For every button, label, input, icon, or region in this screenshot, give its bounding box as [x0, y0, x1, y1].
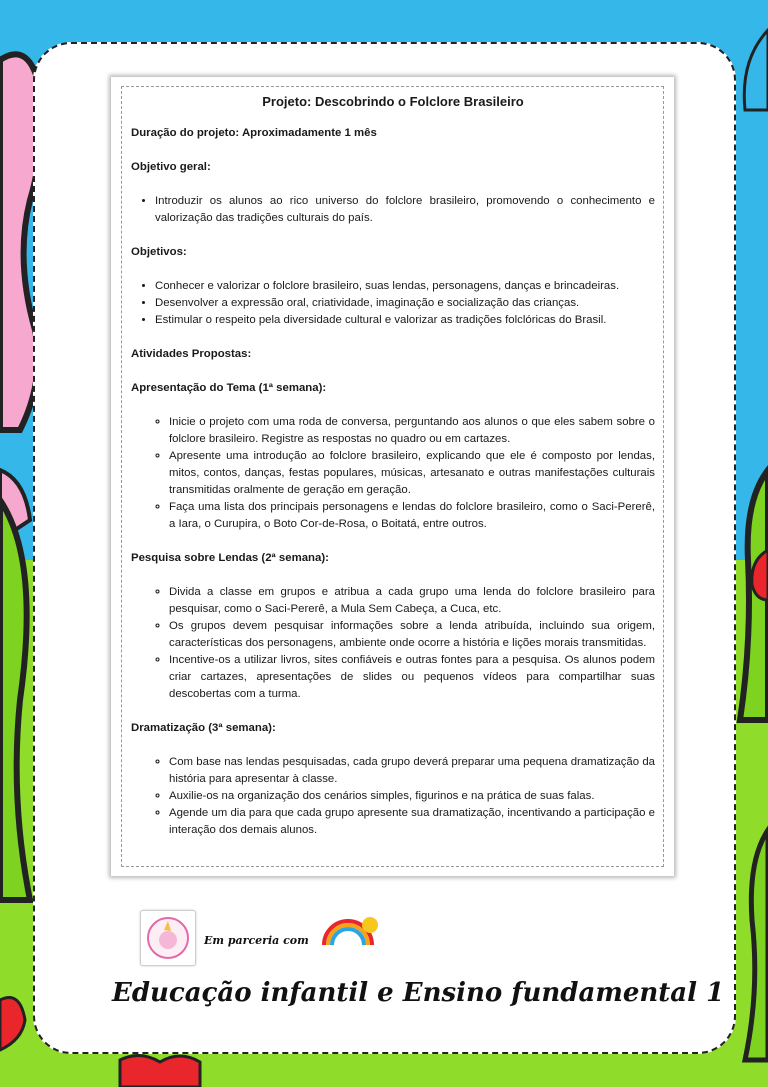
section-list: [131, 414, 655, 533]
list-item: ◦ Inicie o projeto com uma roda de conversa, perguntando aos alunos o que eles sabem sobre o folclore brasileiro. Registre as respostas no quadro ou em cartazes.: [169, 414, 655, 448]
general-objective-heading: Objetivo geral:: [131, 161, 211, 173]
document-body: [121, 86, 664, 867]
list-item: • Introduzir os alunos ao rico universo do folclore brasileiro, promovendo o conhecimento e valorização das tradições culturais do país.: [155, 193, 655, 227]
activities-heading: Atividades Propostas:: [131, 348, 252, 360]
project-document: [111, 77, 674, 876]
list-item: • Desenvolver a expressão oral, criatividade, imaginação e socialização das crianças.: [155, 295, 655, 312]
list-item: ◦ Incentive-os a utilizar livros, sites confiáveis e outras fontes para a pesquisa. Os alunos podem criar cartazes, apresentações de slides ou pequenos vídeos para compartilhar suas descobertas com a turma.: [169, 652, 655, 703]
section-heading: Apresentação do Tema (1ª semana):: [131, 382, 327, 394]
section-heading: Pesquisa sobre Lendas (2ª semana):: [131, 552, 329, 564]
objectives-list: [131, 278, 655, 329]
list-item: ◦ Os grupos devem pesquisar informações sobre a lenda atribuída, incluindo sua origem, características dos personagens, ambiente onde ocorre a história e lições morais transmitidas.: [169, 618, 655, 652]
list-item: ◦ Divida a classe em grupos e atribua a cada grupo uma lenda do folclore brasileiro para pesquisar, como o Saci-Pererê, a Mula Sem Cabeça, a Cuca, etc.: [169, 584, 655, 618]
document-title: Projeto: Descobrindo o Folclore Brasileiro: [262, 94, 524, 109]
objectives-heading: Objetivos:: [131, 246, 187, 258]
general-objective-list: [131, 193, 655, 227]
duration-line: Duração do projeto: Aproximadamente 1 mês: [131, 127, 377, 139]
list-item: ◦ Faça uma lista dos principais personagens e lendas do folclore brasileiro, como o Saci-Pererê, a Iara, o Curupira, o Boto Cor-de-Rosa, o Boitatá, entre outros.: [169, 499, 655, 533]
partnership-text: Em parceria com: [204, 934, 309, 947]
list-item: • Conhecer e valorizar o folclore brasileiro, suas lendas, personagens, danças e brincadeiras.: [155, 278, 655, 295]
section-list: [131, 754, 655, 839]
unicorn-badge-icon: [141, 911, 195, 965]
list-item: • Estimular o respeito pela diversidade cultural e valorizar as tradições folclóricas do Brasil.: [155, 312, 655, 329]
footer-tagline: Educação infantil e Ensino fundamental 1: [112, 978, 725, 1008]
list-item: ◦ Auxilie-os na organização dos cenários simples, figurinos e na prática de suas falas.: [169, 788, 655, 805]
section-heading: Dramatização (3ª semana):: [131, 722, 276, 734]
section-list: [131, 584, 655, 703]
rainbow-logo-icon: [318, 913, 382, 949]
partner-logo: [140, 910, 196, 966]
list-item: ◦ Agende um dia para que cada grupo apresente sua dramatização, incentivando a participação e interação dos demais alunos.: [169, 805, 655, 839]
list-item: ◦ Apresente uma introdução ao folclore brasileiro, explicando que ele é composto por lendas, mitos, contos, danças, festas populares, músicas, artesanato e outras manifestações culturais transmitidas oralmente de geração em geração.: [169, 448, 655, 499]
list-item: ◦ Com base nas lendas pesquisadas, cada grupo deverá preparar uma pequena dramatização da história para apresentar à classe.: [169, 754, 655, 788]
